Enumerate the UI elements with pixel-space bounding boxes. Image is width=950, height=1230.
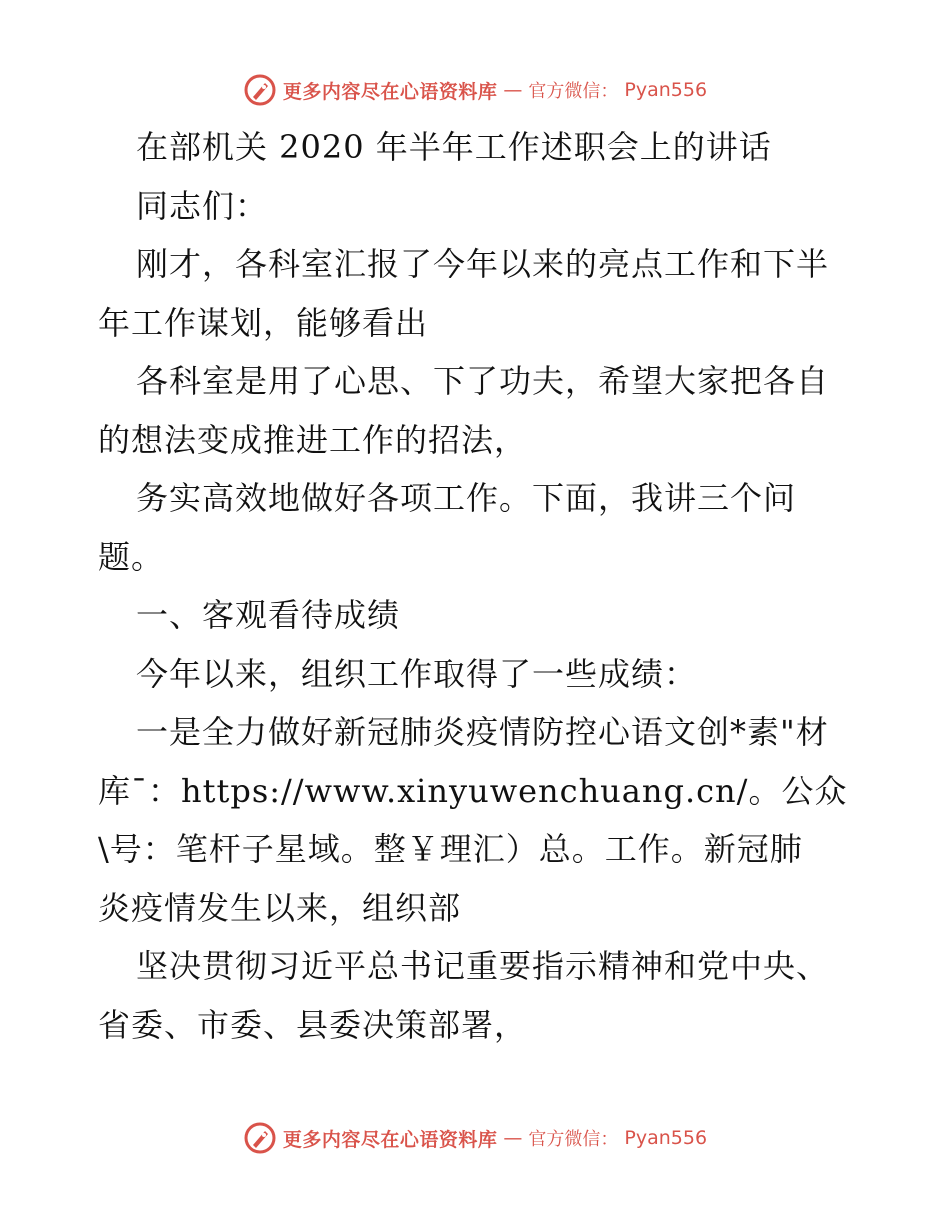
- document-body: [98, 118, 858, 1054]
- watermark-label: 官方微信：: [528, 81, 619, 102]
- footer-watermark: [0, 1118, 950, 1158]
- paragraph-line: 坚决贯彻习近平总书记重要指示精神和党中央、: [136, 947, 830, 985]
- section-heading: 一、客观看待成绩: [136, 596, 401, 634]
- paragraph-line: 务实高效地做好各项工作。下面，我讲三个问: [136, 479, 797, 517]
- paragraph-line: 年工作谋划，能够看出: [98, 303, 429, 342]
- paragraph-line: 库¯：https://www.xinyuwenchuang.cn/。公众: [98, 771, 848, 810]
- paragraph-line: 题。: [98, 537, 165, 576]
- watermark-account: Pyan556: [624, 1127, 708, 1149]
- watermark-separator: —: [503, 79, 523, 101]
- paragraph-line: 炎疫情发生以来，组织部: [98, 888, 462, 927]
- paragraph-line: 刚才，各科室汇报了今年以来的亮点工作和下半: [136, 245, 830, 283]
- watermark-separator: —: [503, 1127, 523, 1149]
- header-watermark: [0, 70, 950, 110]
- salutation: 同志们：: [136, 186, 269, 225]
- watermark-text: 更多内容尽在心语资料库: [282, 80, 498, 103]
- paragraph-line: 一是全力做好新冠肺炎疫情防控心语文创*素"材: [136, 713, 829, 751]
- paragraph-line: 省委、市委、县委决策部署，: [98, 1005, 528, 1044]
- watermark-label: 官方微信：: [528, 1129, 619, 1150]
- paragraph-line: 今年以来，组织工作取得了一些成绩：: [136, 654, 698, 693]
- pen-nib-logo-icon: [243, 73, 277, 107]
- pen-nib-logo-icon: [243, 1121, 277, 1155]
- watermark-text: 更多内容尽在心语资料库: [282, 1128, 498, 1151]
- paragraph-line: 的想法变成推进工作的招法，: [98, 420, 528, 459]
- paragraph-line: 各科室是用了心思、下了功夫，希望大家把各自: [136, 362, 830, 400]
- document-title: 在部机关 2020 年半年工作述职会上的讲话: [136, 128, 772, 166]
- paragraph-line: \号：笔杆子星域。整￥理汇）总。工作。新冠肺: [98, 830, 803, 868]
- watermark-account: Pyan556: [624, 79, 708, 101]
